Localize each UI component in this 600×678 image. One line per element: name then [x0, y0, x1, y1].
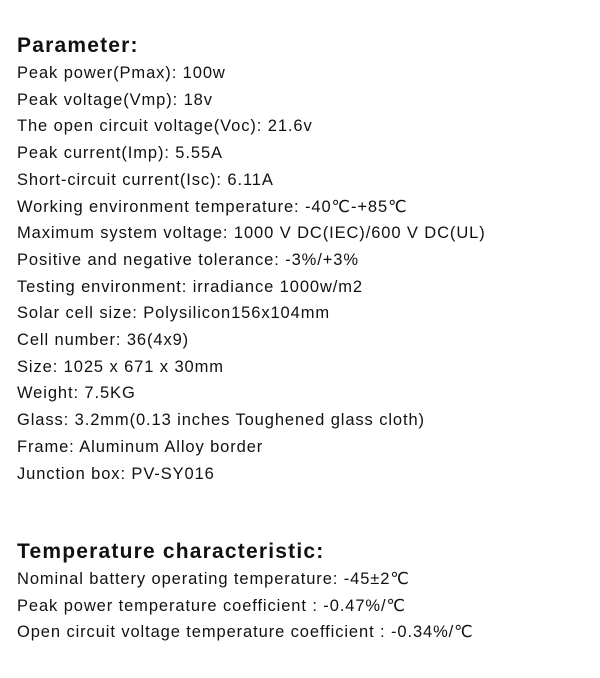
- spec-weight: Weight: 7.5KG: [17, 384, 136, 403]
- spec-peak-current: Peak current(Imp): 5.55A: [17, 144, 223, 163]
- spec-frame: Frame: Aluminum Alloy border: [17, 437, 264, 456]
- temperature-section: [17, 539, 474, 646]
- parameter-heading: Parameter:: [17, 34, 139, 57]
- spec-peak-voltage: Peak voltage(Vmp): 18v: [17, 90, 213, 109]
- spec-solar-cell-size: Solar cell size: Polysilicon156x104mm: [17, 304, 331, 323]
- temp-peak-power-coefficient: Peak power temperature coefficient : -0.47%/℃: [17, 596, 406, 615]
- spec-size: Size: 1025 x 671 x 30mm: [17, 357, 224, 376]
- temperature-heading: Temperature characteristic:: [17, 540, 325, 563]
- spec-cell-number: Cell number: 36(4x9): [17, 331, 190, 350]
- spec-working-temperature: Working environment temperature: -40℃-+85℃: [17, 197, 408, 216]
- spec-short-circuit-current: Short-circuit current(Isc): 6.11A: [17, 170, 274, 189]
- parameter-section: [17, 33, 486, 487]
- spec-tolerance: Positive and negative tolerance: -3%/+3%: [17, 250, 359, 269]
- spec-open-circuit-voltage: The open circuit voltage(Voc): 21.6v: [17, 117, 313, 136]
- spec-testing-environment: Testing environment: irradiance 1000w/m2: [17, 277, 363, 296]
- spec-junction-box: Junction box: PV-SY016: [17, 464, 215, 483]
- spec-max-system-voltage: Maximum system voltage: 1000 V DC(IEC)/600 V DC(UL): [17, 224, 486, 243]
- spec-glass: Glass: 3.2mm(0.13 inches Toughened glass cloth): [17, 411, 425, 430]
- temp-open-circuit-voltage-coefficient: Open circuit voltage temperature coefficient : -0.34%/℃: [17, 623, 474, 642]
- spec-peak-power: Peak power(Pmax): 100w: [17, 64, 226, 82]
- temp-nominal-operating: Nominal battery operating temperature: -45±2℃: [17, 570, 410, 588]
